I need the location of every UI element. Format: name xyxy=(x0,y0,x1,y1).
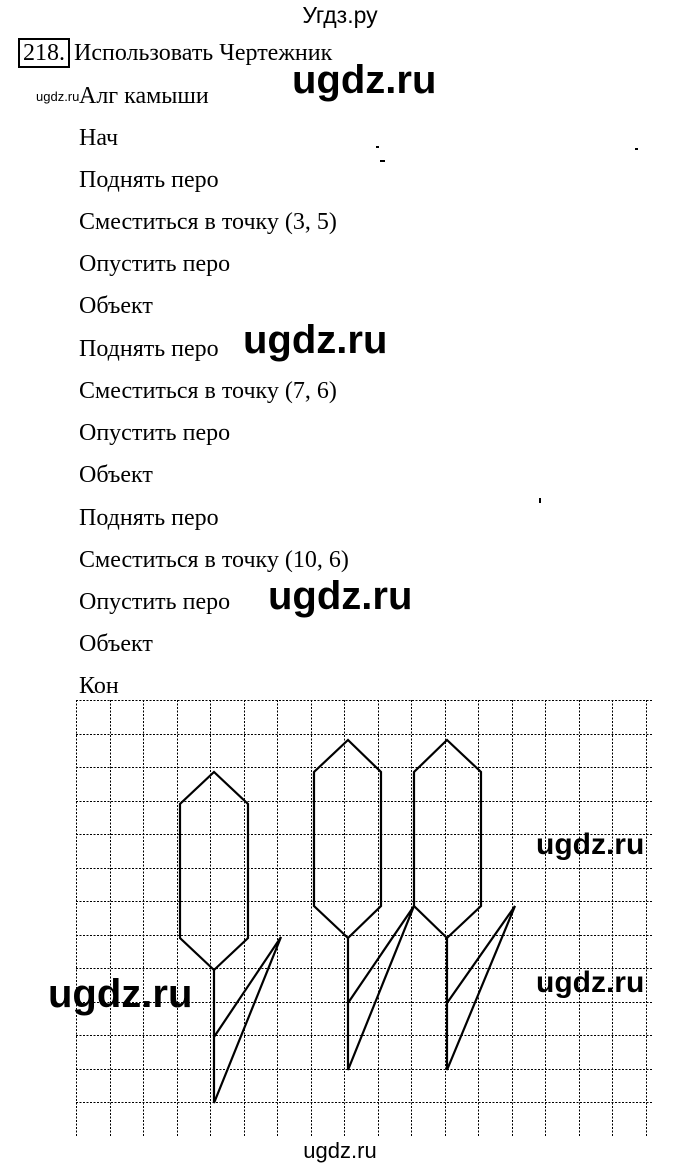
code-line-13: Объект xyxy=(79,631,153,657)
code-line-8: Опустить перо xyxy=(79,420,231,446)
code-line-7: Сместиться в точку (7, 6) xyxy=(79,378,337,404)
watermark: ugdz.ru xyxy=(292,58,437,102)
task-number: 218. xyxy=(18,38,70,68)
code-line-10: Поднять перо xyxy=(79,505,219,531)
reed-2-head xyxy=(314,740,381,938)
task-text: Использовать Чертежник xyxy=(74,40,333,66)
watermark: ugdz.ru xyxy=(48,972,193,1016)
code-line-12: Опустить перо xyxy=(79,589,231,615)
watermark: ugdz.ru xyxy=(536,966,645,999)
watermark: ugdz.ru xyxy=(536,828,645,861)
code-line-5: Объект xyxy=(79,293,153,319)
reed-3-head xyxy=(414,740,481,938)
code-line-9: Объект xyxy=(79,462,153,488)
reed-3-stem xyxy=(447,906,515,1070)
scan-speck xyxy=(380,160,385,162)
scan-speck xyxy=(539,498,541,503)
code-line-2: Поднять перо xyxy=(79,167,219,193)
code-line-14: Кон xyxy=(79,673,119,699)
reed-2-stem xyxy=(348,906,414,1070)
watermark: ugdz.ru xyxy=(243,318,388,362)
reeds xyxy=(180,740,515,1103)
site-title: Угдз.ру xyxy=(302,2,378,28)
code-line-6: Поднять перо xyxy=(79,336,219,362)
code-line-11: Сместиться в точку (10, 6) xyxy=(79,547,349,573)
code-line-3: Сместиться в точку (3, 5) xyxy=(79,209,337,235)
scan-speck xyxy=(635,148,638,150)
watermark: ugdz.ru xyxy=(268,574,413,618)
footer-watermark: ugdz.ru xyxy=(303,1138,377,1163)
code-line-1: Нач xyxy=(79,125,119,151)
code-line-0: Алг камыши xyxy=(79,83,209,109)
scan-speck xyxy=(376,146,379,148)
grid-drawing xyxy=(76,700,652,1136)
grid xyxy=(76,700,652,1136)
small-watermark: ugdz.ru xyxy=(36,89,80,104)
code-line-4: Опустить перо xyxy=(79,251,231,277)
task-header xyxy=(18,37,332,69)
